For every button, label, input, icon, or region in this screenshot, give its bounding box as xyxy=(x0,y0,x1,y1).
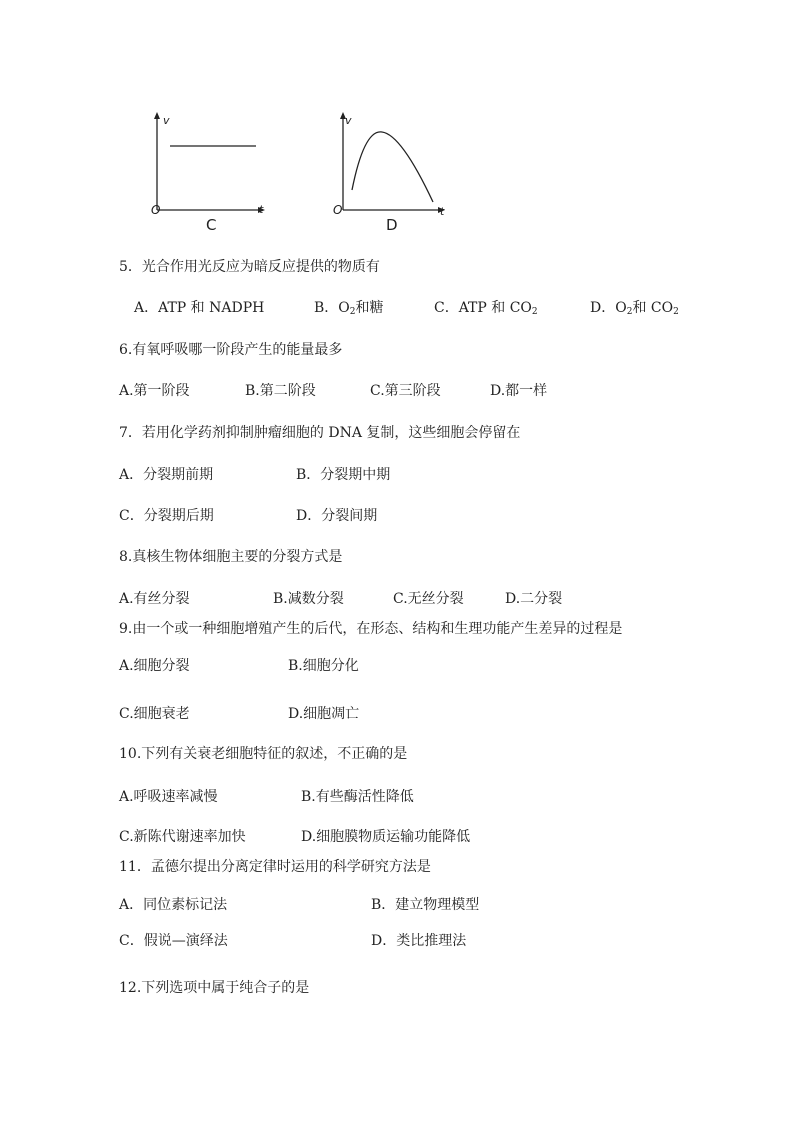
graph-d-y-label: v xyxy=(345,114,352,127)
graph-c-x-label: t xyxy=(259,203,264,216)
question-7-stem: 7．若用化学药剂抑制肿瘤细胞的 DNA 复制，这些细胞会停留在 xyxy=(119,425,521,441)
q5-option-b: B．$O_2$和糖 xyxy=(314,300,384,317)
graph-c-name: C xyxy=(206,216,217,234)
q5-option-a: A．ATP 和 NADPH xyxy=(134,300,265,316)
q10-option-c: C.新陈代谢速率加快 xyxy=(119,829,246,845)
q11-option-a: A．同位素标记法 xyxy=(119,897,228,913)
q9-option-a: A.细胞分裂 xyxy=(119,658,190,674)
q5-option-c: C．ATP 和 $CO_2$ xyxy=(434,300,538,317)
question-8-stem: 8.真核生物体细胞主要的分裂方式是 xyxy=(119,549,343,565)
graph-d-x-label: t xyxy=(440,205,445,218)
q8-option-c: C.无丝分裂 xyxy=(393,591,464,607)
q7-option-c: C．分裂期后期 xyxy=(119,508,214,524)
question-6-stem: 6.有氧呼吸哪一阶段产生的能量最多 xyxy=(119,342,343,358)
q9-option-c: C.细胞衰老 xyxy=(119,706,190,722)
q5-option-d: D．$O_2$和 $CO_2$ xyxy=(590,300,679,317)
question-11-stem: 11．孟德尔提出分离定律时运用的科学研究方法是 xyxy=(119,859,431,875)
q10-option-d: D.细胞膜物质运输功能降低 xyxy=(301,829,471,845)
graph-c-origin: O xyxy=(151,203,161,217)
q10-option-b: B.有些酶活性降低 xyxy=(301,789,414,805)
q7-option-a: A．分裂期前期 xyxy=(119,467,214,483)
q7-option-b: B．分裂期中期 xyxy=(296,467,391,483)
question-10-stem: 10.下列有关衰老细胞特征的叙述，不正确的是 xyxy=(119,746,408,762)
q8-option-d: D.二分裂 xyxy=(505,591,563,607)
q11-option-c: C．假说—演绎法 xyxy=(119,933,228,949)
q6-option-b: B.第二阶段 xyxy=(245,383,316,399)
question-9-stem: 9.由一个或一种细胞增殖产生的后代，在形态、结构和生理功能产生差异的过程是 xyxy=(119,621,623,637)
graph-d-origin: O xyxy=(333,203,343,217)
graph-c-y-label: v xyxy=(163,114,170,127)
q7-option-d: D．分裂间期 xyxy=(296,508,378,524)
q9-option-d: D.细胞凋亡 xyxy=(288,706,360,722)
graph-d-name: D xyxy=(386,216,398,234)
question-12-stem: 12.下列选项中属于纯合子的是 xyxy=(119,980,310,996)
q11-option-b: B．建立物理模型 xyxy=(371,897,480,913)
question-5-stem: 5．光合作用光反应为暗反应提供的物质有 xyxy=(119,259,380,275)
q8-option-a: A.有丝分裂 xyxy=(119,591,190,607)
q11-option-d: D．类比推理法 xyxy=(371,933,467,949)
q9-option-b: B.细胞分化 xyxy=(288,658,359,674)
graph-d-curve xyxy=(352,132,433,202)
q6-option-c: C.第三阶段 xyxy=(370,383,441,399)
q6-option-d: D.都一样 xyxy=(490,383,548,399)
q6-option-a: A.第一阶段 xyxy=(119,383,190,399)
q10-option-a: A.呼吸速率减慢 xyxy=(119,789,218,805)
q8-option-b: B.减数分裂 xyxy=(273,591,344,607)
